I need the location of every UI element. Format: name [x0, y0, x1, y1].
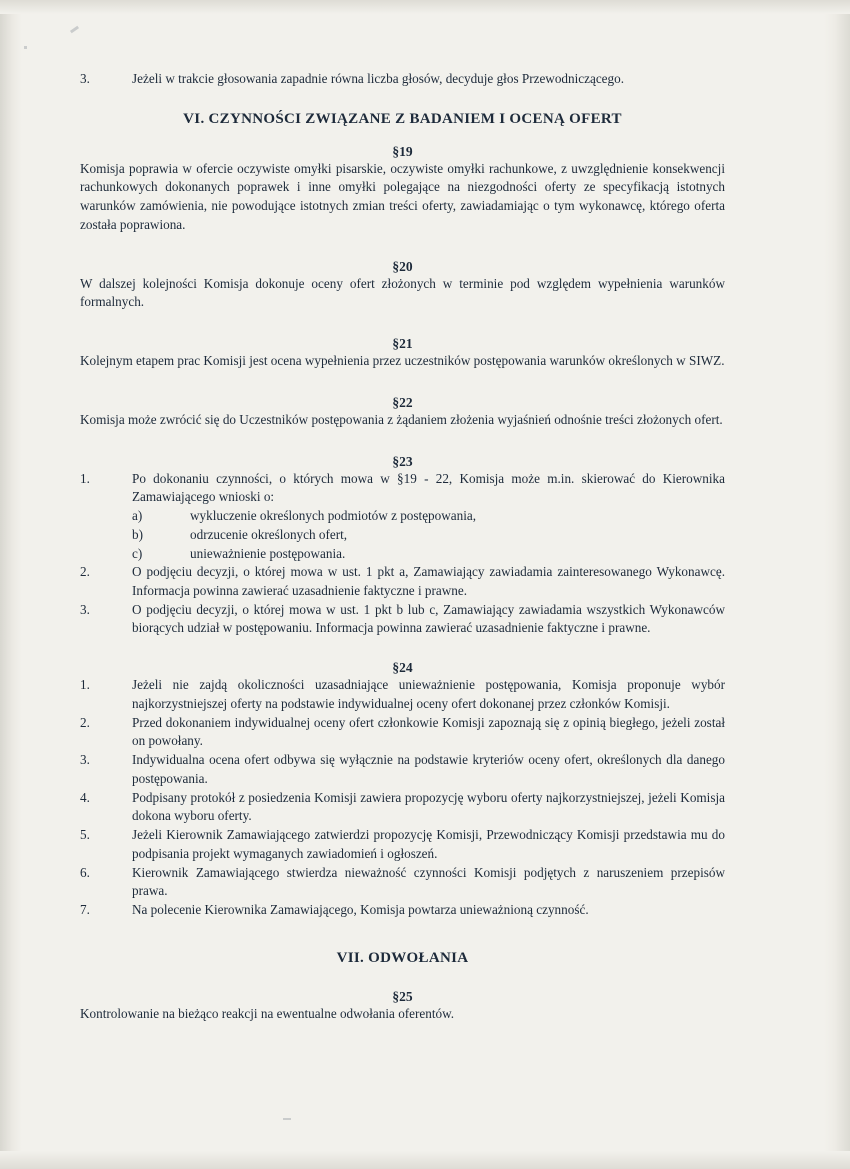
scan-speck	[70, 26, 79, 34]
scan-speck	[24, 46, 27, 49]
list-item	[80, 676, 725, 713]
list-item-text: Jeżeli nie zajdą okoliczności uzasadniające unieważnienie postępowania, Komisja proponuje wybór najkorzystniejszej oferty na podstawie indywidualnej oceny ofert dokonanej przez członków Komisji.	[132, 677, 725, 711]
list-item	[80, 789, 725, 826]
list-item-text: Jeżeli w trakcie głosowania zapadnie równa liczba głosów, decyduje głos Przewodniczącego.	[132, 71, 625, 86]
list-item	[80, 901, 725, 920]
list-item-text: Indywidualna ocena ofert odbywa się wyłącznie na podstawie kryteriów oceny ofert, określonych dla danego postępowania.	[132, 752, 725, 786]
page-edge-shadow-top	[0, 0, 850, 14]
paragraph-label-21: §21	[392, 336, 413, 352]
page-edge-shadow-bottom	[0, 1151, 850, 1169]
sub-list-item-letter: b)	[132, 526, 143, 542]
list-item-number: 5.	[80, 827, 90, 843]
sub-list-item-text: odrzucenie określonych ofert,	[190, 526, 348, 542]
list-item-number: 1.	[80, 677, 90, 693]
list-item-number: 7.	[80, 902, 90, 918]
list-item-text: Po dokonaniu czynności, o których mowa w §19 - 22, Komisja może m.in. skierować do Kierownika Zamawiającego wnioski o:	[132, 470, 725, 505]
paragraph-label-22: §22	[392, 394, 413, 410]
list-item-text: Podpisany protokół z posiedzenia Komisji zawiera propozycję wyboru oferty najkorzystniejszej, jeżeli Komisja dokona wyboru oferty.	[132, 789, 725, 824]
paragraph-label-19: §19	[392, 143, 413, 159]
sub-list-item	[132, 545, 725, 564]
list-item-text: Jeżeli Kierownik Zamawiającego zatwierdzi propozycję Komisji, Przewodniczący Komisji przedstawia mu do podpisania projekt wymaganych zawiadomień i ogłoszeń.	[132, 827, 725, 861]
paragraph-label-24: §24	[392, 660, 413, 676]
list-item	[80, 826, 725, 863]
paragraph-text-22: Komisja może zwrócić się do Uczestników postępowania z żądaniem złożenia wyjaśnień odnośnie treści złożonych ofert.	[80, 411, 723, 427]
sub-list-item	[132, 507, 725, 526]
sub-list-item-text: unieważnienie postępowania.	[190, 545, 346, 561]
scan-speck	[283, 1118, 291, 1120]
list-item	[80, 563, 725, 600]
list-item-number: 6.	[80, 864, 90, 880]
list-item-number: 2.	[80, 564, 90, 580]
list-item-text: Kierownik Zamawiającego stwierdza nieważność czynności Komisji podjętych z naruszeniem przepisów prawa.	[132, 864, 725, 899]
sub-list-item-letter: c)	[132, 545, 143, 561]
paragraph-text-20: W dalszej kolejności Komisja dokonuje oceny ofert złożonych w terminie pod względem wypełnienia warunków formalnych.	[80, 275, 725, 310]
list-item	[80, 470, 725, 507]
sub-list-item-letter: a)	[132, 508, 143, 524]
paragraph-label-20: §20	[392, 258, 413, 274]
list-item-number: 1.	[80, 470, 90, 486]
list-item-number: 3.	[80, 752, 90, 768]
paragraph-label-25: §25	[392, 988, 413, 1004]
section-heading-vii: VII. ODWOŁANIA	[336, 949, 469, 966]
paragraph-text-19: Komisja poprawia w ofercie oczywiste omyłki pisarskie, oczywiste omyłki rachunkowe, z uwzględnienie konsekwencji rachunkowych dokonanych poprawek i inne omyłki polegające na niezgodności oferty ze specyfikacją istotnych warunków zamówienia, nie powodujące istotnych zmian treści oferty, zawiadamiając o tym wykonawcę, którego oferta została poprawiona.	[80, 160, 725, 232]
list-item-number: 2.	[80, 714, 90, 730]
list-item-number: 3.	[80, 71, 90, 86]
page-edge-shadow-left	[0, 0, 22, 1169]
sub-list-item-text: wykluczenie określonych podmiotów z postępowania,	[190, 508, 477, 524]
list-item	[80, 714, 725, 751]
sub-list-item	[132, 526, 725, 545]
paragraph-text-21: Kolejnym etapem prac Komisji jest ocena wypełnienia przez uczestników postępowania warunków określonych w SIWZ.	[80, 353, 725, 369]
paragraph-text-25: Kontrolowanie na bieżąco reakcji na ewentualne odwołania oferentów.	[80, 1005, 455, 1021]
list-item-text: O podjęciu decyzji, o której mowa w ust. 1 pkt a, Zamawiający zawiadamia zainteresowanego Wykonawcę. Informacja powinna zawierać uzasadnienie faktyczne i prawne.	[132, 564, 725, 599]
list-item	[80, 751, 725, 788]
list-item	[80, 70, 725, 89]
list-item	[80, 864, 725, 901]
section-heading-vi: VI. CZYNNOŚCI ZWIĄZANE Z BADANIEM I OCENĄ OFERT	[183, 110, 622, 127]
list-item-number: 3.	[80, 601, 90, 617]
list-item-number: 4.	[80, 789, 90, 805]
document-body	[80, 70, 725, 1026]
sub-list	[80, 507, 725, 563]
paragraph-label-23: §23	[392, 453, 413, 469]
list-item	[80, 601, 725, 638]
page-edge-shadow-right	[824, 0, 850, 1169]
list-item-text: Na polecenie Kierownika Zamawiającego, Komisja powtarza unieważnioną czynność.	[132, 902, 589, 918]
list-item-text: Przed dokonaniem indywidualnej oceny ofert członkowie Komisji zapoznają się z opinią biegłego, jeżeli został on powołany.	[132, 714, 725, 749]
list-item-text: O podjęciu decyzji, o której mowa w ust. 1 pkt b lub c, Zamawiający zawiadamia wszystkich Wykonawców biorących udział w postępowaniu. Informacja powinna zawierać uzasadnienie faktyczne i prawne.	[132, 601, 725, 636]
